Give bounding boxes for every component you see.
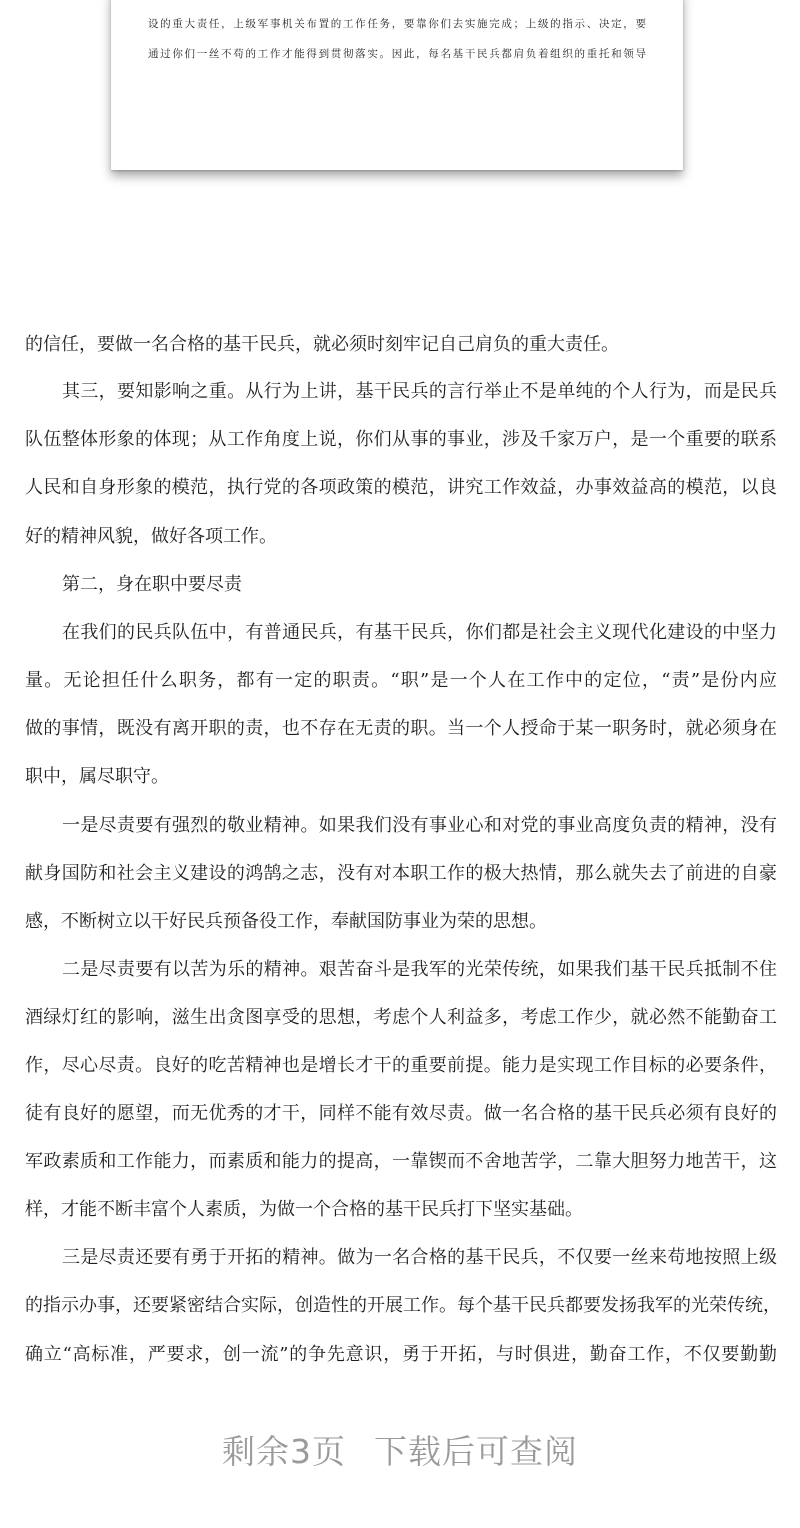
text-line: 的指示办事，还要紧密结合实际，创造性的开展工作。每个基干民兵都要发扬我军的光荣传统， [25,1295,781,1316]
text-line: 二是尽责要有以苦为乐的精神。艰苦奋斗是我军的光荣传统，如果我们基干民兵抵制不住 [62,959,777,980]
text-line: 徒有良好的愿望，而无优秀的才干，同样不能有效尽责。做一名合格的基干民兵必须有良好的 [25,1103,777,1124]
text-line: 队伍整体形象的体现；从工作角度上说，你们从事的事业，涉及千家万户，是一个重要的联系 [25,429,777,450]
text-line: 军政素质和工作能力，而素质和能力的提高，一靠锲而不舍地苦学，二靠大胆努力地苦干，这 [25,1151,777,1172]
text-line: 确立“高标准，严要求，创一流”的争先意识，勇于开拓，与时俱进，勤奋工作，不仅要勤勤 [25,1344,777,1365]
text-line: 好的精神风貌，做好各项工作。 [25,526,277,547]
text-line: 职中，属尽职守。 [25,766,169,787]
text-line: 人民和自身形象的模范，执行党的各项政策的模范，讲究工作效益，办事效益高的模范，以良 [25,477,777,498]
remaining-pages-label: 剩余3页 [222,1432,346,1471]
text-line: 在我们的民兵队伍中，有普通民兵，有基干民兵，你们都是社会主义现代化建设的中坚力 [62,622,777,643]
text-line: 做的事情，既没有离开职的责，也不存在无责的职。当一个人授命于某一职务时，就必须身在 [25,718,777,739]
section-heading: 第二，身在职中要尽责 [62,574,242,595]
card-text-line: 设的重大责任，上级军事机关布置的工作任务，要靠你们去实施完成；上级的指示、决定，要 [148,18,646,30]
text-line: 作，尽心尽责。良好的吃苦精神也是增长才干的重要前提。能力是实现工作目标的必要条件， [25,1055,777,1076]
text-line: 感，不断树立以干好民兵预备役工作，奉献国防事业为荣的思想。 [25,911,547,932]
text-line: 三是尽责还要有勇于开拓的精神。做为一名合格的基干民兵，不仅要一丝来苟地按照上级 [62,1247,777,1268]
text-line: 酒绿灯红的影响，滋生出贪图享受的思想，考虑个人利益多，考虑工作少，就必然不能勤奋工 [25,1007,777,1028]
document-preview-card [111,0,683,170]
text-line: 量。无论担任什么职务，都有一定的职责。“职”是一个人在工作中的定位，“责”是份内应 [25,670,777,691]
text-line: 一是尽责要有强烈的敬业精神。如果我们没有事业心和对党的事业高度负责的精神，没有 [62,815,777,836]
download-to-view-label[interactable]: 下载后可查阅 [374,1432,578,1471]
text-line: 献身国防和社会主义建设的鸿鹄之志，没有对本职工作的极大热情，那么就失去了前进的自豪 [25,863,777,884]
text-line: 其三，要知影响之重。从行为上讲，基干民兵的言行举止不是单纯的个人行为，而是民兵 [62,381,777,402]
card-text-line: 通过你们一丝不苟的工作才能得到贯彻落实。因此，每名基干民兵都肩负着组织的重托和领导 [148,48,646,60]
download-prompt[interactable] [0,1426,800,1473]
text-line: 样，才能不断丰富个人素质，为做一个合格的基干民兵打下坚实基础。 [25,1199,583,1220]
text-line: 的信任，要做一名合格的基干民兵，就必须时刻牢记自己肩负的重大责任。 [25,334,619,355]
